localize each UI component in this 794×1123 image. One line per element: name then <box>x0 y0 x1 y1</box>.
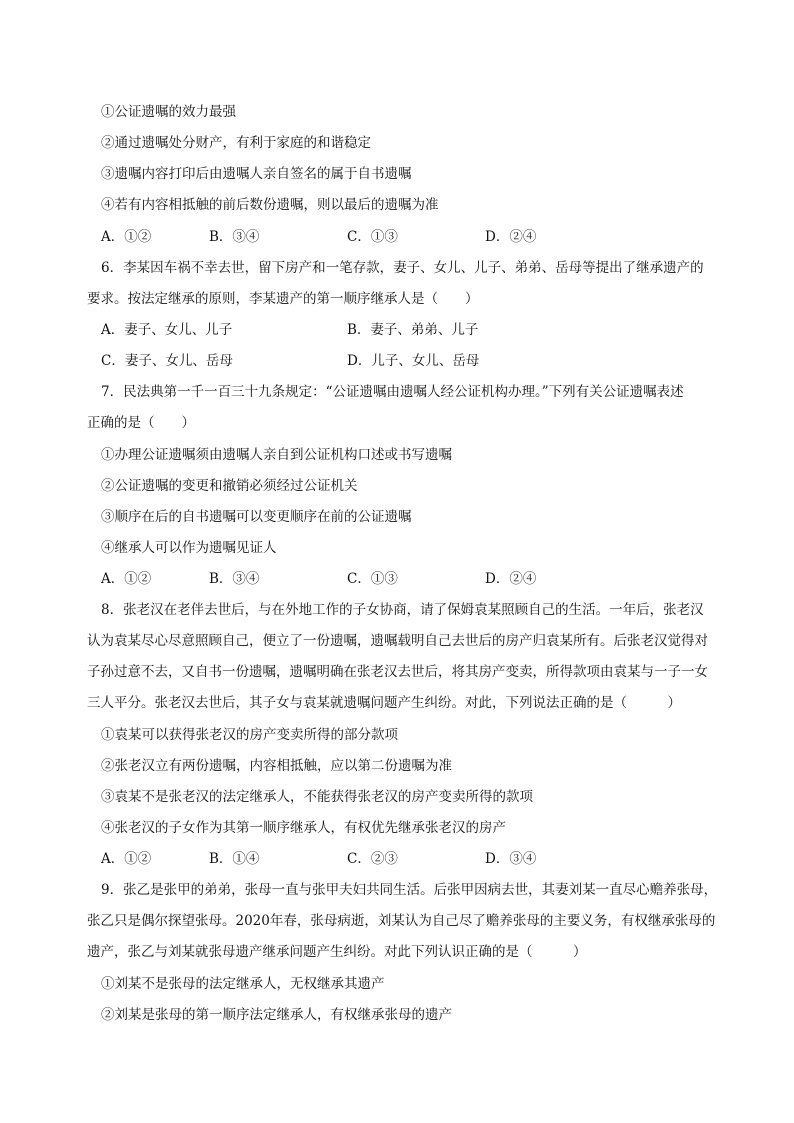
q6-option-b: B．妻子、弟弟、儿子 <box>347 322 479 338</box>
q9-stem-line-1: 9．张乙是张甲的弟弟，张母一直与张甲夫妇共同生活。后张甲因病去世，其妻刘某一直尽心赡养张母， <box>101 882 718 898</box>
q9-stem-line-3: 遗产，张乙与刘某就张母遗产继承问题产生纠纷。对此下列认识正确的是（ ） <box>87 944 587 960</box>
q5-option-a: A．①② <box>101 229 152 245</box>
q7-option-a: A．①② <box>101 571 152 587</box>
q6-option-c: C．妻子、女儿、岳母 <box>101 353 233 369</box>
q9-item-2: ②刘某是张母的第一顺序法定继承人，有权继承张母的遗产 <box>101 1007 452 1023</box>
q5-option-c: C．①③ <box>347 229 398 245</box>
q7-stem-line-1: 7．民法典第一千一百三十九条规定：“公证遗嘱由遗嘱人经公证机构办理。”下列有关公证遗嘱表述 <box>101 384 684 400</box>
q7-item-1: ①办理公证遗嘱须由遗嘱人亲自到公证机构口述或书写遗嘱 <box>101 447 452 463</box>
q8-option-a: A．①② <box>101 851 152 867</box>
q6-stem-line-1: 6．李某因车祸不幸去世，留下房产和一笔存款，妻子、女儿、儿子、弟弟、岳母等提出了继承遗产的 <box>101 260 704 276</box>
q5-option-b: B．③④ <box>209 229 260 245</box>
q7-item-2: ②公证遗嘱的变更和撤销必须经过公证机关 <box>101 478 358 494</box>
q9-item-1: ①刘某不是张母的法定继承人，无权继承其遗产 <box>101 976 385 992</box>
q8-stem-line-2: 认为袁某尽心尽意照顾自己，便立了一份遗嘱，遗嘱载明自己去世后的房产归袁某所有。后张老汉觉得对 <box>87 633 708 649</box>
q8-item-2: ②张老汉立有两份遗嘱，内容相抵触，应以第二份遗嘱为准 <box>101 758 452 774</box>
q8-item-3: ③袁某不是张老汉的法定继承人，不能获得张老汉的房产变卖所得的款项 <box>101 789 533 805</box>
q8-option-c: C．②③ <box>347 851 398 867</box>
q5-item-4: ④若有内容相抵触的前后数份遗嘱，则以最后的遗嘱为准 <box>101 197 439 213</box>
q8-item-4: ④张老汉的子女作为其第一顺序继承人，有权优先继承张老汉的房产 <box>101 820 506 836</box>
q7-option-d: D．②④ <box>485 571 537 587</box>
q7-item-4: ④继承人可以作为遗嘱见证人 <box>101 540 277 556</box>
q5-item-3: ③遗嘱内容打印后由遗嘱人亲自签名的属于自书遗嘱 <box>101 166 412 182</box>
q8-stem-line-1: 8．张老汉在老伴去世后，与在外地工作的子女协商，请了保姆袁某照顾自己的生活。一年后，张老汉 <box>101 602 704 618</box>
q6-stem-line-2: 要求。按法定继承的原则，李某遗产的第一顺序继承人是（ ） <box>87 291 479 307</box>
q8-item-1: ①袁某可以获得张老汉的房产变卖所得的部分款项 <box>101 727 398 743</box>
q9-stem-line-2: 张乙只是偶尔探望张母。2020年春，张母病逝，刘某认为自己尽了赡养张母的主要义务，有权继承张母的 <box>87 913 716 929</box>
q6-option-d: D．儿子、女儿、岳母 <box>347 353 480 369</box>
q5-option-d: D．②④ <box>485 229 537 245</box>
q7-item-3: ③顺序在后的自书遗嘱可以变更顺序在前的公证遗嘱 <box>101 509 412 525</box>
q6-option-a: A．妻子、女儿、儿子 <box>101 322 233 338</box>
q7-option-b: B．③④ <box>209 571 260 587</box>
q7-option-c: C．①③ <box>347 571 398 587</box>
q8-option-d: D．③④ <box>485 851 537 867</box>
q8-stem-line-3: 子孙过意不去，又自书一份遗嘱，遗嘱明确在张老汉去世后，将其房产变卖，所得款项由袁某与一子一女 <box>87 664 708 680</box>
q5-item-1: ①公证遗嘱的效力最强 <box>101 104 236 120</box>
q8-option-b: B．①④ <box>209 851 260 867</box>
q5-item-2: ②通过遗嘱处分财产，有利于家庭的和谐稳定 <box>101 135 371 151</box>
q8-stem-line-4: 三人平分。张老汉去世后，其子女与袁某就遗嘱问题产生纠纷。对此，下列说法正确的是（ ） <box>87 695 681 711</box>
q7-stem-line-2: 正确的是（ ） <box>87 415 195 431</box>
